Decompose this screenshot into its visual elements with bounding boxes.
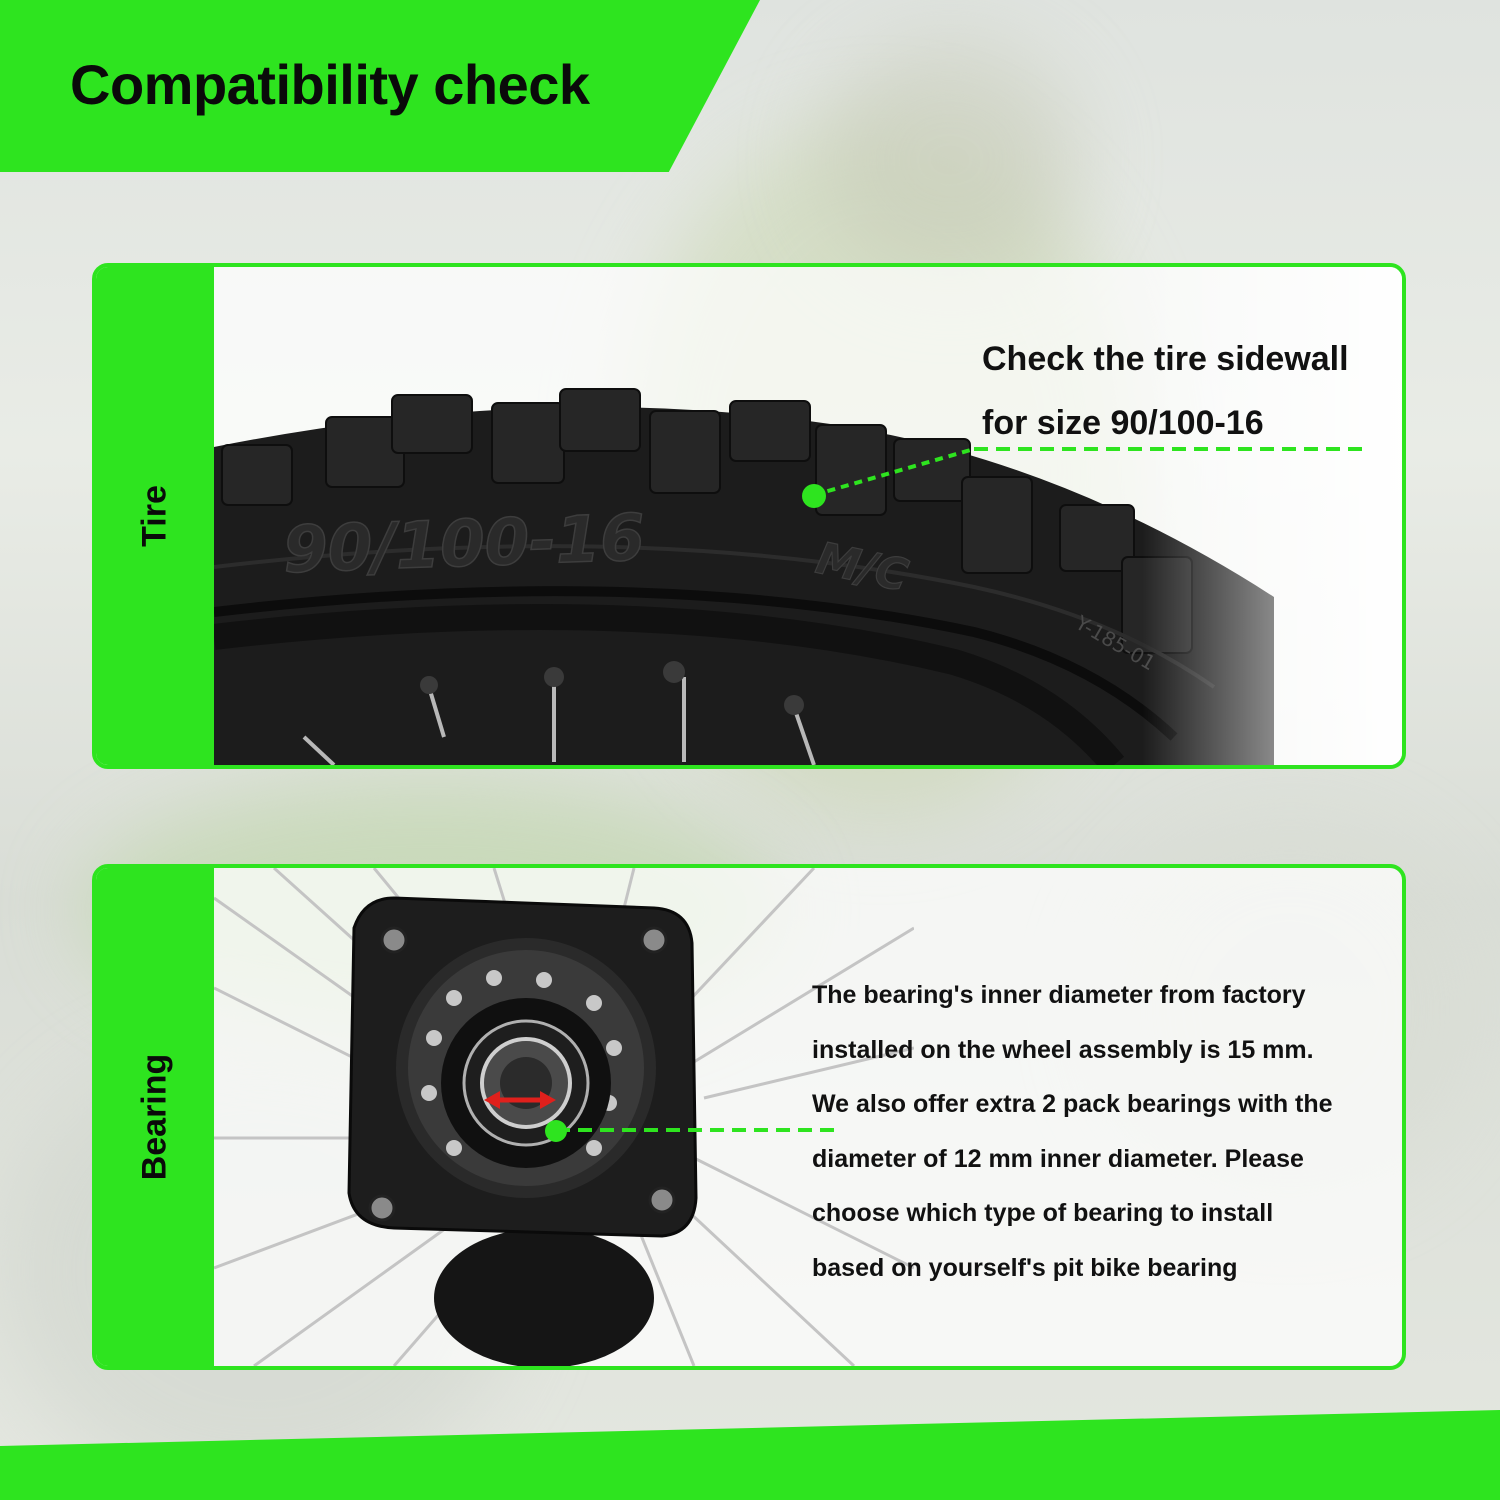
page-title: Compatibility check — [70, 53, 590, 116]
bearing-side-tab — [96, 868, 214, 1366]
tire-callout-line: Check the tire sidewall — [982, 340, 1349, 378]
tire-callout-text — [982, 327, 1349, 455]
background-blur — [820, 40, 1080, 280]
bearing-callout-line: based on yourself's pit bike bearing — [812, 1253, 1238, 1282]
bearing-side-label: Bearing — [135, 1053, 174, 1181]
bearing-card — [92, 864, 1406, 1370]
bearing-callout-line: choose which type of bearing to install — [812, 1199, 1274, 1227]
bearing-callout-line: We also offer extra 2 pack bearings with the — [812, 1090, 1333, 1118]
wheel-hub-icon — [214, 868, 914, 1366]
tire-card — [92, 263, 1406, 769]
bearing-callout-line: The bearing's inner diameter from factory — [812, 981, 1306, 1009]
bearing-callout-line: diameter of 12 mm inner diameter. Please — [812, 1144, 1304, 1173]
tire-callout-line: for size 90/100-16 — [982, 404, 1264, 442]
tire-side-tab — [96, 267, 214, 765]
bearing-callout-line: installed on the wheel assembly is 15 mm. — [812, 1035, 1314, 1064]
tire-side-label: Tire — [135, 485, 174, 547]
bearing-callout-text — [812, 968, 1392, 1295]
